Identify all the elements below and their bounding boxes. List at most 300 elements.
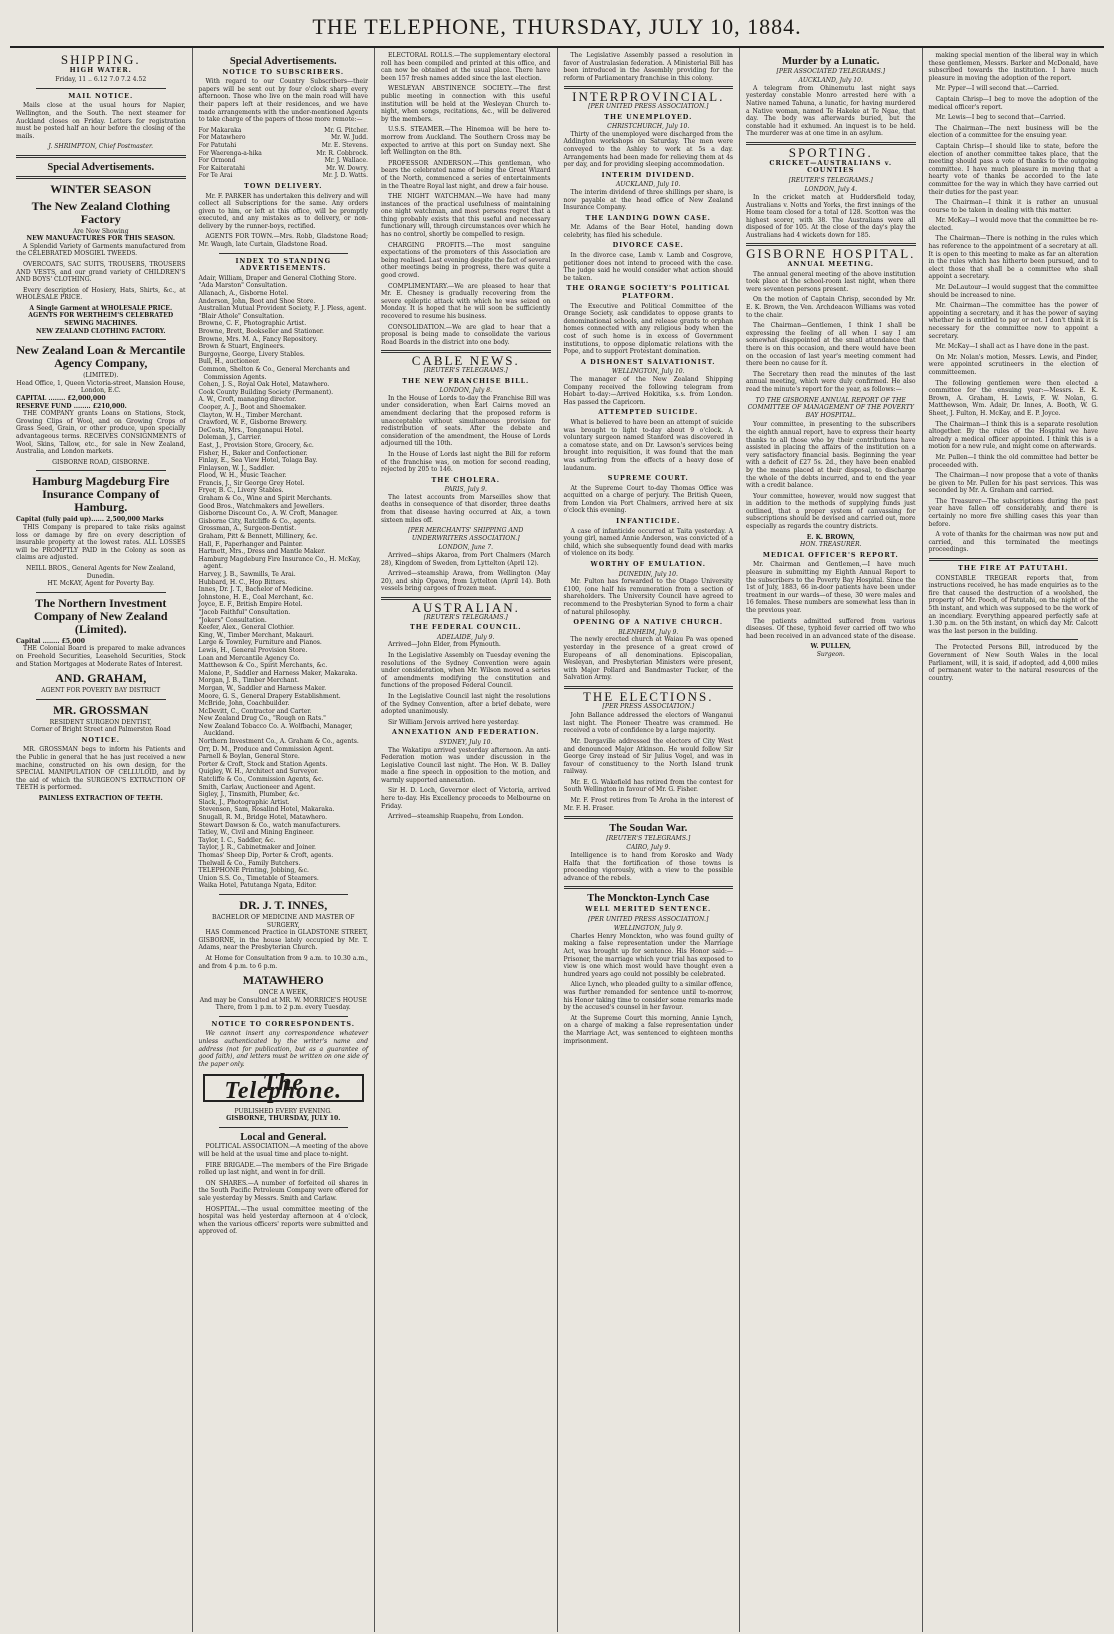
agent-place: For Ormond — [198, 157, 236, 165]
divorce-text: In the divorce case, Lamb v. Lamb and Cosgrove, petitioner does not intend to proceed with the case. The judge said he would consider what action should be taken. — [563, 252, 733, 282]
matawhero-title: MATAWHERO — [242, 973, 324, 988]
index-item: Slack, J., Photographic Artist. — [198, 798, 290, 806]
monckton-text: Alice Lynch, who pleaded guilty to a similar offence, was further remanded for sentence until to-morrow, his Honor taking time to consider some remarks made by the accused's counsel in her favour. — [563, 981, 733, 1012]
soudan-source: [REUTER'S TELEGRAMS.] — [606, 834, 691, 842]
meeting-text: Mr. McKay—I would move that the committee be re-elected. — [928, 217, 1098, 232]
agent-name: Mr. G. Pitcher. — [324, 126, 368, 134]
index-item: Innes, Dr. J. T., Bachelor of Medicine. — [198, 586, 314, 594]
divider — [219, 1127, 349, 1128]
cholera-dateline: PARIS, July 9. — [444, 486, 487, 494]
local-item: FIRE BRIGADE.—The members of the Fire Brigade rolled up last night, and went in for drill. — [198, 1161, 368, 1177]
loan-company-title: New Zealand Loan & Mercantile Agency Company, — [16, 343, 186, 371]
special-ads-title: Special Advertisements. — [229, 56, 337, 67]
column-3 — [375, 48, 558, 1632]
index-item: TELEPHONE Printing, Jobbing, &c. — [198, 867, 309, 875]
painless-extraction: PAINLESS EXTRACTION OF TEETH. — [38, 795, 163, 803]
annexation-title: ANNEXATION AND FEDERATION. — [391, 728, 540, 737]
meeting-text: The Chairman—I think it is rather an unusual course to be taken in dealing with this matter. — [928, 199, 1098, 214]
local-item: WESLEYAN ABSTINENCE SOCIETY.—The first public meeting in connection with this useful institution will be held at the Wesleyan Church to-night, when songs, recitations, &c., will be delivered by the members. — [381, 85, 551, 123]
high-water-label: HIGH WATER. — [69, 65, 132, 74]
index-item: Porter & Croft, Stock and Station Agents. — [198, 760, 328, 768]
index-list — [199, 275, 369, 890]
subscribers-text: With regard to our Country Subscribers—their papers will be sent out by four o'clock sharp every afternoon. Those who live on the main road will have their papers left at their residences, and we have made arrangements with the under-mentioned Agents to take charge of the papers of those more remote:— — [198, 78, 368, 124]
loan-limited: (LIMITED). — [83, 372, 119, 380]
meeting-text: Mr. Pullen—I think the old committee had better be proceeded with. — [928, 453, 1098, 469]
report-text: Your committee, however, would now suggest that in addition to the methods of supplying funds just outlined, that a proper system of canvassing for subscriptions should be devised and carried out, more especially as regards the country districts. — [746, 492, 916, 531]
medical-signed: W. PULLEN, — [810, 643, 852, 651]
cricket-text: In the cricket match at Huddersfield today, Australians v. Notts and Yorks, the first innings of the Home team closed for a total of 128. Scotton was the highest scorer, with 38. The Australians were all disposed of for 105. At the close of the day's play the Australians had 4 wickets down for 185. — [746, 193, 916, 239]
federal-council-text: In the Legislative Assembly on Tuesday evening the resolutions of the Sydney Convention were again under consideration, when Mr. Wilson moved a series of amendments modifying the constitution and functions of the proposed Federal Council. — [381, 651, 551, 690]
local-item: CONSOLIDATION.—We are glad to hear that a proposal is being made to consolidate the various Road Boards in the district into one body. — [381, 323, 551, 346]
cholera-title: THE CHOLERA. — [431, 475, 500, 484]
agent-place: For Te Arai — [198, 172, 233, 180]
hamburg-signed: NEILL BROS., General Agents for New Zealand, Dunedin. — [25, 564, 176, 580]
merchants-dateline: LONDON, June 7. — [438, 544, 494, 552]
index-item: Bull, H., auctioneer. — [198, 358, 261, 366]
salvation-dateline: WELLINGTON, July 10. — [611, 368, 685, 376]
meeting-text: On Mr. Nolan's motion, Messrs. Lewis, and Pinder, were appointed scrutineers in the election of committeemen. — [928, 353, 1098, 376]
monckton-title: The Monckton-Lynch Case — [587, 893, 710, 905]
index-item: DeCosta, Mrs., Tonganapui Hotel. — [198, 426, 304, 434]
matawhero-sub: ONCE A WEEK, — [258, 989, 308, 997]
soudan-title: The Soudan War. — [609, 823, 688, 835]
index-item: Orr, D. M., Produce and Commission Agent. — [198, 745, 334, 753]
column-1 — [10, 48, 193, 1632]
federal-council-dateline: ADELAIDE, July 9. — [437, 633, 495, 641]
agent-row — [199, 142, 369, 150]
double-rule — [16, 176, 186, 179]
merchants-text: Arrived—steamship Arawa, from Wellington (May 20), and ship Opawa, from Lyttelton (April 14). Both vessels bring cargoes of frozen meat. — [381, 570, 551, 593]
murder-title: Murder by a Lunatic. — [782, 56, 880, 67]
index-item: Hamburg Magdeburg Fire Insurance Co., H. McKay, agent. — [198, 555, 361, 571]
index-item: Burgoyne, George, Livery Stables. — [198, 350, 305, 358]
meeting-text: Mr. Chairman—The committee has the power of appointing a secretary, and it has the power of saying whether he is entitled to pay or not. I don't think it is necessary for the committee now to appoint a secretary. — [928, 302, 1098, 340]
grossman-title: MR. GROSSMAN — [53, 702, 149, 717]
index-item: Loan and Mercantile Agency Co. — [198, 654, 300, 662]
australian-source: [REUTER'S TELEGRAMS.] — [423, 613, 508, 621]
index-item: Large & Townley, Furniture and Pianos. — [198, 639, 322, 647]
loan-reserve: RESERVE FUND ........ £210,000. — [16, 402, 127, 410]
hamburg-agent: HT. McKAY, Agent for Poverty Bay. — [47, 580, 155, 588]
annexation-text: Sir H. D. Loch, Governor elect of Victoria, arrived here to-day. His Excellency proceeds to Melbourne on Friday. — [381, 787, 551, 810]
cricket-dateline: LONDON, July 4. — [804, 186, 858, 194]
index-item: Taylor, I. C., Saddler, &c. — [198, 836, 276, 844]
index-item: King, W., Timber Merchant, Makauri. — [198, 631, 314, 639]
meeting-text: The Chairman—I now propose that a vote of thanks be given to Mr. Pullen for his past services. This was seconded by Mr. A. Graham and carried. — [928, 472, 1098, 495]
index-item: Hartnett, Mrs., Dress and Mantle Maker. — [198, 548, 326, 556]
infanticide-text: A case of infanticide occurred at Taita yesterday. A young girl, named Annie Anderson, was convicted of a child, which she subsequently found dead with marks of violence on its body. — [563, 527, 733, 558]
australian-title: AUSTRALIAN. — [411, 600, 520, 615]
local-item: POLITICAL ASSOCIATION.—A meeting of the above will be held at the usual time and place to-night. — [198, 1143, 368, 1158]
masthead: THE TELEPHONE, THURSDAY, JULY 10, 1884. — [312, 14, 802, 39]
federal-council-text: In the Legislative Council last night the resolutions of the Sydney Convention, after a brief debate, were adopted unanimously. — [381, 692, 551, 716]
salvation-text: The manager of the New Zealand Shipping Company received the following telegram from Hobart to-day:—Arrived Hokitika, s.s. from London. Has passed the Capricorn. — [563, 375, 733, 406]
local-item: ELECTORAL ROLLS.—The supplementary electoral roll has been compiled and printed at this office, and can now be obtained at the usual place. There have been 157 fresh names added since the last election. — [381, 52, 551, 82]
index-item: Lewis, H., General Provision Store. — [198, 646, 308, 654]
nz-clothing-line: A Splendid Variety of Garments manufactured from the CELEBRATED MOSGIEL TWEEDS. — [16, 242, 186, 258]
local-item: CHARGING PROFITS.—The most sanguine expectations of the promoters of this Association are being realised. Last evening despite the fact of several other meetings being in progress, there was quite a good crowd. — [381, 241, 551, 280]
infanticide-title: INFANTICIDE. — [616, 517, 681, 526]
hospital-title: GISBORNE HOSPITAL. — [746, 246, 916, 262]
nz-clothing-line: OVERCOATS, SAC SUITS, TROUSERS, TROUSERS AND VESTS, and our grand variety of CHILDREN'S AND BOYS' CLOTHING. — [16, 260, 186, 284]
index-item: Good Bros., Watchmakers and Jewellers. — [198, 502, 325, 510]
northern-text: THE Colonial Board is prepared to make advances on Freehold Securities, Leasehold Securities, Stock and Station Mortgages at Moderate Rates of Interest. — [16, 645, 186, 668]
graham-title: AND. GRAHAM, — [55, 671, 147, 686]
emulation-dateline: DUNEDIN, July 10. — [618, 570, 678, 578]
meeting-text: The Chairman—I think this is a separate resolution altogether. By the rules of the Hospital we have already a medical officer appointed. I think this is a motion for a new rule, and might come on afterwards. — [928, 420, 1098, 451]
index-item: Ratcliffe & Co., Commission Agents, &c. — [198, 776, 324, 784]
annexation-text: Arrived—steamship Ruapehu, from London. — [388, 813, 524, 821]
index-item: Browne, Mrs. M. A., Fancy Repository. — [198, 335, 318, 343]
loan-office: Head Office, 1, Queen Victoria-street, Mansion House, London, E.C. — [16, 379, 186, 395]
index-item: Finlay, E., Sea View Hotel, Tolaga Bay. — [198, 457, 318, 465]
monckton-text: Charles Henry Monckton, who was found guilty of making a false representation under the Marriage Act, was brought up for sentence. His Honor said:—Prisoner, the marriage which your trial has exposed to view is one which most would have thought even a hundred years ago could not possibly be celebrated. — [563, 932, 733, 978]
index-item: Matthewson & Co., Spirit Merchants, &c. — [198, 662, 328, 670]
column-5 — [740, 48, 923, 1632]
unemployed-dateline: CHRISTCHURCH, July 10. — [607, 123, 690, 131]
divider — [219, 894, 349, 895]
northern-title: The Northern Investment Company of New Zealand (Limited). — [33, 595, 168, 636]
index-item: "Ada Marston" Consultation. — [198, 282, 288, 290]
interprovincial-title: INTERPROVINCIAL. — [572, 89, 725, 105]
agents-list — [199, 127, 369, 180]
index-item: Tatley, W., Civil and Mining Engineer. — [198, 829, 314, 837]
loan-text: THE COMPANY grants Loans on Stations, Stock, Growing Clips of Wool, and on Growing Crops of Grass Seed, Grain, or other produce, upon specially advantageous terms. RECEIVES CONSIGNMENTS of Wool, Skins, Tallow, etc., for sale in New Zealand, Australia, and London markets. — [16, 410, 186, 456]
index-item: Common, Shelton & Co., General Merchants and Commission Agents. — [198, 365, 350, 381]
index-item: Harvey, J. B., Sawmills, Te Arai. — [198, 571, 296, 578]
notice-text: MR. GROSSMAN begs to inform his Patients and the Public in general that he has just received a new machine, constructed on his own design, for the SPECIAL MANIPULATION OF CELLULOID, and by the aid of which the SURGEON'S EXTRACTION OF TEETH is performed. — [16, 746, 186, 792]
sporting-title: SPORTING. — [788, 144, 873, 160]
grossman-sub: RESIDENT SURGEON DENTIST, — [49, 718, 152, 726]
meeting-text: Mr. McKay—I shall act as I have done in the past. — [935, 343, 1089, 351]
index-item: Gisborne Discount Co., A. W. Croft, Manager. — [198, 510, 338, 518]
town-delivery-text: Mr. F. PARKER has undertaken this delivery and will collect all Subscriptions for the same. Any orders given to him, or left at this office, will be promptly executed, and any mistakes as to delivery, or non-delivery by the runner-boys, rectified. — [198, 192, 368, 230]
divider — [36, 699, 166, 700]
double-rule — [929, 558, 1099, 561]
index-item: Anderson, John, Boot and Shoe Store. — [198, 297, 316, 305]
index-item: Browne, Brett, Bookseller and Stationer. — [198, 328, 324, 335]
meeting-text: The following gentlemen were then elected a committee for the ensuing year:—Messrs. E. K. Brown, A. Graham, H. Lewis, F. W. Nolan, G. Matthewson, Wm. Adair, Dr. Innes, A. Booth, W. G. Sheet, J. Fulton, H. McKay, and E. P. Joyce. — [928, 379, 1098, 417]
unemployed-text: Thirty of the unemployed were discharged from the Addington workshops on Saturday. The men were conveyed to the Ashley to work at 5s a day. Arrangements had been made for relieving them at 4s per day, and for providing sleeping accommodation. — [563, 130, 733, 169]
monckton-dateline: WELLINGTON, July 9. — [613, 925, 683, 933]
monckton-text: At the Supreme Court this morning, Annie Lynch, on a charge of making a false representation under the Marriage Act, was sentenced to eighteen months imprisonment. — [563, 1014, 733, 1045]
hospital-text: The annual general meeting of the above institution took place at the school-room last night, when there were seventeen persons present. — [746, 270, 916, 293]
cricket-source: [REUTER'S TELEGRAMS.] — [788, 176, 873, 184]
suicide-title: ATTEMPTED SUICIDE. — [598, 408, 699, 417]
innes-sub: BACHELOR OF MEDICINE AND MASTER OF SURGERY, — [212, 913, 355, 929]
index-item: Smith, Carlaw, Auctioneer and Agent. — [198, 783, 316, 791]
column-6 — [923, 48, 1105, 1632]
index-item: McDevitt, C., Contractor and Carter. — [198, 707, 312, 715]
columns — [10, 48, 1104, 1632]
fire-text: CONSTABLE TREGEAR reports that, from instructions received, he has made enquiries as to the fire that caused the destruction of a woolshed, the property of Mr. Pooch, of Patutahi, on the night of the 5th instant, and which was supposed to be the work of an incendiary. Everything appeared perfectly safe at 1.30 p.m. on the 5th instant, on which day Mr. Calcott was the last person in the building. — [928, 574, 1098, 635]
index-item: New Zealand Tobacco Co. A. Wolfbachi, Manager, Auckland. — [198, 722, 353, 738]
meeting-text: Mr. Lewis—I beg to second that—Carried. — [935, 114, 1066, 122]
telephone-logo: The Telephone. — [224, 1070, 343, 1105]
agent-name: Mr. W. Judd. — [331, 134, 368, 142]
agent-name: Mr. R. Cobbrock. — [316, 149, 368, 157]
graham-sub: AGENT FOR POVERTY BAY DISTRICT — [41, 687, 161, 695]
elections-text: Mr. Dargaville addressed the electors of City West and denounced Major Atkinson. He would follow Sir George Grey instead of Sir Julius Vogel, and was in favour of constituency to the North Island trunk railway. — [563, 737, 733, 776]
orange-text: The Executive and Political Committee of the Orange Society, ask candidates to oppose grants to denominational schools, and release grants to orphan homes connected with any religious body when the cost of such home is in excess of Government institutions, to oppose diplomatic relations with the Pope, and to support Protestant domination. — [563, 302, 733, 356]
index-item: Taylor, J. R., Cabinetmaker and Joiner. — [198, 844, 316, 852]
agent-row — [199, 172, 369, 180]
index-item: Fryer, B. C., Livery Stables. — [198, 487, 284, 495]
index-item: Northern Investment Co., A. Graham & Co., agents. — [198, 738, 359, 746]
index-item: Union S.S. Co., Timetable of Steamers. — [198, 874, 319, 882]
agent-row — [199, 157, 369, 165]
report-text: Your committee, in presenting to the subscribers the eighth annual report, have to express their hearty thanks to all those who by their contributions have assisted in placing the affairs of the institution on a very satisfactory financial basis. Beginning the year with a deficit of £27 5s. 2d., they have been enabled by the means placed at their disposal, to discharge the whole of the debts incurred, and to end the year with a credit balance. — [746, 421, 916, 490]
franchise-dateline: LONDON, July 8. — [439, 387, 493, 395]
mail-signed: J. SHRIMPTON, Chief Postmaster. — [48, 143, 154, 151]
index-item: Malone, P., Saddler and Harness Maker, Makaraka. — [198, 669, 358, 677]
medical-signed-title: Surgeon. — [816, 650, 845, 658]
grossman-address: Corner of Bright Street and Palmerston Road — [30, 726, 171, 734]
town-delivery-title: TOWN DELIVERY. — [244, 181, 323, 190]
merchants-source: [PER MERCHANTS' SHIPPING AND UNDERWRITERS ASSOCIATION.] — [408, 527, 524, 542]
column-2 — [193, 48, 376, 1632]
index-item: Francis, J., Sir George Grey Hotel. — [198, 479, 305, 487]
franchise-text: In the House of Lords to-day the Franchise Bill was under consideration, when Earl Cairns moved an amendment declaring that the proposed reform is unacceptable without simultaneous provision for redistribution of seats. After the debate and consideration of the amendment, the House of Lords adjourned till the 10th. — [381, 394, 551, 448]
medical-title: MEDICAL OFFICER'S REPORT. — [762, 550, 899, 559]
divider — [36, 592, 166, 593]
notice-title: NOTICE. — [81, 735, 120, 744]
local-item: PROFESSOR ANDERSON.—This gentleman, who bears the celebrated name of being the Great Wizard of the North, commenced a series of entertainments in the Theatre Royal last night, and drew a fair house. — [381, 159, 551, 190]
special-ads-title: Special Advertisements. — [47, 161, 155, 173]
telephone-logo-box — [203, 1070, 365, 1105]
mail-title: MAIL NOTICE. — [68, 91, 134, 100]
nz-clothing-line: NEW ZEALAND CLOTHING FACTORY. — [36, 327, 166, 335]
report-signed-title: HON. TREASURER. — [800, 541, 862, 549]
index-item: Cooper, A. J., Boot and Shoemaker. — [198, 403, 307, 411]
town-agents: AGENTS FOR TOWN.—Mrs. Robb, Gladstone Road; Mr. Waugh, late Curtain, Gladstone Road. — [198, 233, 368, 249]
divider — [36, 88, 166, 89]
winter-season-title: WINTER SEASON — [50, 181, 152, 196]
cable-source: [REUTER'S TELEGRAMS.] — [423, 366, 508, 374]
loan-signed: GISBORNE ROAD, GISBORNE. — [52, 458, 150, 466]
double-rule — [564, 886, 734, 889]
landing-title: THE LANDING DOWN CASE. — [585, 213, 711, 222]
interim-dateline: AUCKLAND, July 10. — [616, 181, 681, 189]
franchise-text: In the House of Lords last night the Bill for reform of the franchise was, on motion for second reading, rejected by 205 to 146. — [381, 450, 551, 474]
innes-hours: At Home for Consultation from 9 a.m. to 10.30 a.m., and from 4 p.m. to 6 p.m. — [198, 954, 368, 970]
high-water-row: Friday, 11 .. 6.12 7.0 7.2 4.52 — [55, 76, 147, 84]
index-item: Flood, W. H., Music Teacher. — [198, 472, 287, 480]
salvation-title: A DISHONEST SALVATIONIST. — [580, 357, 716, 366]
index-item: Grossman, A., Surgeon-Dentist. — [198, 525, 297, 533]
local-item: U.S.S. STEAMER.—The Hinemoa will be here to-morrow from Auckland. The Southern Cross may be expected to arrive at this port on Sunday next. She left Wellington on the 8th. — [381, 126, 551, 157]
loan-capital: CAPITAL ........ £2,000,000 — [16, 395, 106, 403]
subscribers-title: NOTICE TO SUBSCRIBERS. — [222, 67, 345, 76]
merchants-text: Arrived—ships Akaroa, from Port Chalmers (March 28), Kingdom of Sweden, from Lyttelton (April 12). — [381, 552, 551, 567]
divider — [219, 1016, 349, 1017]
local-item: COMPLIMENTARY.—We are pleased to hear that Mr. E. Chesney is gradually recovering from the severe epileptic attack with which he was seized on Monday. It is hoped that he will soon be sufficiently recovered to resume his business. — [381, 282, 551, 320]
murder-text: A telegram from Ohinemutu last night says yesterday constable Monro arrested here with a Native named Tahuna, a lunatic, for having murdered a Native woman, named Te Hakeke at Te Ngae, that day. The body was afterwards buried, but the constable had it exhumed. An inquest is to be held. The murderer was at one time in an asylum. — [746, 84, 916, 138]
agent-name: Mr. E. Stevens. — [321, 141, 368, 149]
index-item: Morgan, W., Saddler and Harness Maker. — [198, 684, 327, 692]
soudan-dateline: CAIRO, July 9. — [626, 844, 671, 852]
index-item: Stewart Dawson & Co., watch manufacturers. — [198, 821, 341, 829]
index-item: McBride, John, Coachbuilder. — [198, 700, 290, 708]
annexation-dateline: SYDNEY, July 10. — [439, 738, 493, 746]
index-item: Allanach, A., Gisborne Hotel. — [198, 290, 289, 298]
correspondents-title: NOTICE TO CORRESPONDENTS. — [211, 1019, 355, 1028]
index-item: Keefer, Alex., General Clothier. — [198, 624, 295, 632]
interim-title: INTERIM DIVIDEND. — [601, 170, 695, 179]
double-rule — [564, 816, 734, 819]
index-item: Sigley, J., Tinsmith, Plumber, &c. — [198, 791, 300, 799]
elections-title: THE ELECTIONS. — [582, 688, 714, 704]
medical-text: The patients admitted suffered from various diseases. Of these, typhoid fever carried off two who had been received in an advanced state of the disease. — [746, 617, 916, 640]
murder-source: [PER ASSOCIATED TELEGRAMS.] — [776, 67, 886, 75]
northern-capital: Capital ........ £5,000 — [16, 637, 85, 645]
supreme-court-title: SUPREME COURT. — [607, 474, 689, 483]
cholera-text: The latest accounts from Marseilles show that deaths in consequence of that disorder, three deaths from that disease having occurred at Aix, a town sixteen miles off. — [381, 493, 551, 524]
federal-council-text: Sir William Jervois arrived here yesterday. — [388, 718, 519, 726]
hospital-text: The Chairman—Gentlemen, I think I shall be expressing the feeling of all when I say I am somewhat disappointed at the small attendance that there is on this occasion, and there would have been on the occasion of last year's meeting comment had there been no cause for it. — [746, 322, 916, 368]
elections-text: Mr. F. Frost retires from Te Aroha in the interest of Mr. F. H. Fraser. — [563, 797, 733, 812]
agent-name: Mr. J. D. Watts. — [322, 172, 368, 180]
hamburg-capital: Capital (fully paid up)...... 2,500,000 Marks — [16, 516, 164, 524]
meeting-text: The Chairman—There is nothing in the rules which has reference to the appointment of a secretary at all. It is open to this meeting to make as far an alteration in the rules which has hitherto been pursued, and to elect those that shall be a committee who shall appoint a secretary. — [928, 235, 1098, 281]
nz-clothing-line: Every description of Hosiery, Hats, Shirts, &c., at WHOLESALE PRICE. — [16, 286, 186, 302]
supreme-court-text: At the Supreme Court to-day Thomas Office was acquitted on a charge of perjury. The British Queen, from London via Port Chalmers, arrived here at six o'clock this evening. — [563, 484, 733, 515]
landing-text: Mr. Adams of the Bear Hotel, handing down celebrity, has filed his schedule. — [563, 224, 733, 239]
meeting-text: Mr. Pyper—I will second that.—Carried. — [935, 85, 1059, 93]
federal-council-title: THE FEDERAL COUNCIL. — [409, 623, 522, 632]
meeting-text: A vote of thanks for the chairman was now put and carried, and this terminated the meetings proceedings. — [928, 531, 1098, 554]
innes-title: DR. J. T. INNES, — [239, 897, 328, 912]
interprovincial-source: [PER UNITED PRESS ASSOCIATION.] — [588, 102, 709, 110]
published-line: PUBLISHED EVERY EVENING. — [234, 1107, 332, 1115]
report-title: TO THE GISBORNE ANNUAL REPORT OF THE COMMITTEE OF MANAGEMENT OF THE POVERTY BAY HOSPITAL. — [747, 396, 914, 419]
church-dateline: BLENHEIM, July 9. — [618, 628, 679, 636]
index-item: Browne, C. F., Photographic Artist. — [198, 320, 307, 328]
report-signed: E. K. BROWN, — [806, 533, 855, 541]
index-item: Morgan, J. B., Timber Merchant. — [198, 677, 299, 685]
agent-place: For Matawhero — [198, 134, 246, 142]
federal-council-text: Arrived—John Elder, from Plymouth. — [388, 641, 501, 649]
meeting-text: Captain Chrisp—I should like to state, before the election of another committee takes place, that the meeting should pass a vote of thanks to the outgoing committee. I have much pleasure in moving that a hearty vote of thanks be accorded to the late committee for the way in which they have carried out their duties for the past year. — [928, 142, 1098, 196]
meeting-text: Captain Chrisp—I beg to move the adoption of the medical officer's report. — [928, 95, 1098, 111]
agent-name: Mr. W. Dowry. — [325, 164, 368, 172]
index-item: Hubbard, H. C., Hop Bitters. — [198, 578, 288, 586]
index-item: Doleman, J., Carrier. — [198, 434, 262, 442]
franchise-title: THE NEW FRANCHISE BILL. — [402, 376, 530, 385]
dateline: GISBORNE, THURSDAY, JULY 10. — [226, 1115, 341, 1123]
index-item: Moore, G. S., General Drapery Establishment. — [198, 692, 341, 700]
fire-title: THE FIRE AT PATUTAHI. — [958, 564, 1069, 573]
meeting-text: Mr. DeLautour—I would suggest that the committee should be increased to nine. — [928, 284, 1098, 299]
interim-text: The interim dividend of three shillings per share, is now payable at the head office of New Zealand Insurance Company. — [563, 188, 733, 212]
monckton-source: [PER UNITED PRESS ASSOCIATION.] — [588, 915, 709, 923]
index-item: Johnstone, H. E., Coal Merchant, &c. — [198, 593, 314, 601]
divider — [36, 339, 166, 340]
index-item: Fisher, H., Baker and Confectioner. — [198, 449, 308, 457]
index-item: Quigley, W. H., Architect and Surveyor. — [198, 768, 319, 776]
index-item: Snugall, R. M., Bridge Hotel, Matawhero. — [198, 814, 328, 821]
elections-text: Mr. E. G. Wakefield has retired from the contest for South Wellington in favour of Mr. G. Fisher. — [563, 778, 733, 794]
index-item: Brown & Stuart, Engineers. — [198, 343, 285, 351]
index-item: East, J., Provision Store, Grocery, &c. — [198, 441, 314, 449]
index-item: "Jacob Faithful" Consultation. — [198, 608, 291, 616]
agent-row — [199, 134, 369, 142]
local-general-title: Local and General. — [240, 1131, 327, 1143]
emulation-title: WORTHY OF EMULATION. — [590, 560, 706, 569]
cable-news-title: CABLE NEWS. — [411, 353, 520, 369]
index-item: Crawford, W. F., Gisborne Brewery. — [198, 419, 307, 427]
orange-title: THE ORANGE SOCIETY'S POLITICAL PLATFORM. — [566, 284, 730, 301]
agent-place: For Kaiteratahi — [198, 164, 245, 172]
meeting-text: The Chairman—The next business will be the election of a committee for the ensuing year. — [928, 124, 1098, 140]
hamburg-title: Hamburg Magdeburg Fire Insurance Company of Hamburg. — [32, 474, 170, 515]
index-item: Australian Mutual Provident Society, F. J. Pless, agent. — [198, 305, 367, 313]
index-item: Parnell & Boylan, General Store. — [198, 753, 300, 761]
index-item: Hall, F., Paperhanger and Painter. — [198, 540, 303, 548]
nz-clothing-line: A Single Garment at WHOLESALE PRICE. — [29, 304, 173, 312]
index-item: Gisborne City, Ratcliffe & Co., agents. — [198, 517, 316, 525]
index-item: Clayton, W. H., Timber Merchant. — [198, 411, 303, 419]
index-item: Cohen, J. S., Royal Oak Hotel, Matawhero. — [198, 381, 330, 389]
local-item: THE NIGHT WATCHMAN.—We have had many instances of the practical usefulness of maintaining one night watchman, and most persons regret that a thing probably exists that this useful and necessary functionary will, through circumstances over which he has no control, shortly be compelled to resign. — [381, 193, 551, 239]
agent-row — [199, 165, 369, 173]
correspondents-text: We cannot insert any correspondence whatever unless authenticated by the writer's name and address (not for publication, but as a guarantee of good faith), and letters must be written on one side of the paper only. — [198, 1030, 368, 1068]
index-item: "Blair Athole" Consultation. — [198, 312, 285, 320]
hospital-sub: ANNUAL MEETING. — [787, 260, 875, 269]
emulation-text: Mr. Fulton has forwarded to the Otago University £100, (one half his remuneration from a section of shareholders. The University Council have agreed to recommend to the Presbyterian Synod to form a chair of natural philosophy. — [563, 578, 733, 616]
divorce-title: DIVORCE CASE. — [612, 241, 684, 250]
index-item: Graham & Co., Wine and Spirit Merchants. — [198, 495, 332, 503]
agent-name: Mr. J. Wallace. — [324, 157, 368, 165]
divider — [36, 470, 166, 471]
double-rule — [16, 155, 186, 158]
medical-text: Mr. Chairman and Gentlemen,—I have much pleasure in submitting my Eighth Annual Report to the subscribers to the Poverty Bay Hospital. Since the 1st of July, 1883, 66 in-door patients have been under treatment in our wards—of these, 30 were males and 16 females. These numbers are somewhat less than in the previous year. — [746, 561, 916, 614]
elections-source: [PER PRESS ASSOCIATION.] — [602, 702, 695, 710]
matawhero-hours: There, from 1 p.m. to 2 p.m. every Tuesday. — [215, 1004, 351, 1012]
cricket-title: CRICKET—AUSTRALIANS v. COUNTIES — [769, 158, 893, 175]
mail-text: Mails close at the usual hours for Napier, Wellington, and the South. The next steamer for Auckland closes on Friday. Letters for registration must be posted half an hour before the closing of the mails. — [16, 102, 186, 140]
church-text: The newly erected church at Waiau Pa was opened yesterday in the presence of a great crowd of Europeans of all denominations. Episcopalian, Wesleyan, and Presbyterian Ministers were present, with Major Pollard and Bandmaster Tucker, of the Salvation Army. — [563, 636, 733, 682]
hospital-text: On the motion of Captain Chrisp, seconded by Mr. E. K. Brown, the Ven. Archdeacon Williams was voted to the chair. — [746, 296, 916, 319]
index-item: Adair, William, Draper and General Clothing Store. — [198, 274, 357, 282]
church-title: OPENING OF A NATIVE CHURCH. — [573, 618, 724, 627]
murder-dateline: AUCKLAND, July 10. — [798, 77, 863, 85]
column-4 — [558, 48, 741, 1632]
index-item: "Jokers" Consultation. — [198, 616, 267, 624]
index-item: Waika Hotel, Patutanga Ngata, Editor. — [198, 882, 317, 890]
matawhero-text: And may be Consulted at MR. W. MORRICE'S HOUSE — [199, 996, 367, 1004]
index-item: Thelwall & Co., Family Butchers. — [198, 859, 301, 867]
index-item: Cook County Building Society (Permanent). — [198, 388, 334, 396]
index-item: A. W., Croft, managing director. — [198, 396, 297, 404]
index-item: Graham, Pitt & Bennett, Millinery, &c. — [198, 533, 318, 541]
index-item: New Zealand Drug Co., "Rough on Rats." — [198, 715, 326, 723]
nz-clothing-title: The New Zealand Clothing Factory — [31, 198, 170, 226]
agent-row — [199, 127, 369, 135]
agent-place: For Makaraka — [198, 126, 242, 134]
agent-place: For Waerenga-a-hika — [198, 149, 262, 157]
annexation-text: The Wakatipu arrived yesterday afternoon. An anti-Federation motion was under discussion in the Legislative Council last night. The Hon. W. B. Dalley made a fine speech in opposition to the motion, and warmly supported annexation. — [381, 746, 551, 784]
divider — [949, 639, 1079, 640]
agent-place: For Patutahi — [198, 141, 237, 149]
fire-text: The Protected Persons Bill, introduced by the Government of New South Wales in the local Parliament, will, it is said, if adopted, add 4,000 miles of permanent water to the natural resources of the country. — [928, 644, 1098, 682]
index-item: Thomas' Sheep Dip, Porter & Croft, agents. — [198, 851, 334, 859]
local-item: ON SHARES.—A number of forfeited oil shares in the South Pacific Petroleum Company were offered for sale yesterday by Messrs. Smith and Carlaw. — [198, 1179, 368, 1202]
elections-text: John Ballance addressed the electors of Wanganui last night. The Pioneer Theatre was crammed. He received a vote of confidence by a large majority. — [563, 712, 733, 735]
monckton-sub: WELL MERITED SENTENCE. — [585, 905, 712, 913]
meeting-text: The Treasurer—The subscriptions during the past year have fallen off considerably, and there is certainly no more five shilling cases this year than before. — [928, 497, 1098, 528]
index-item: Joyce, E. F., British Empire Hotel. — [198, 601, 303, 609]
